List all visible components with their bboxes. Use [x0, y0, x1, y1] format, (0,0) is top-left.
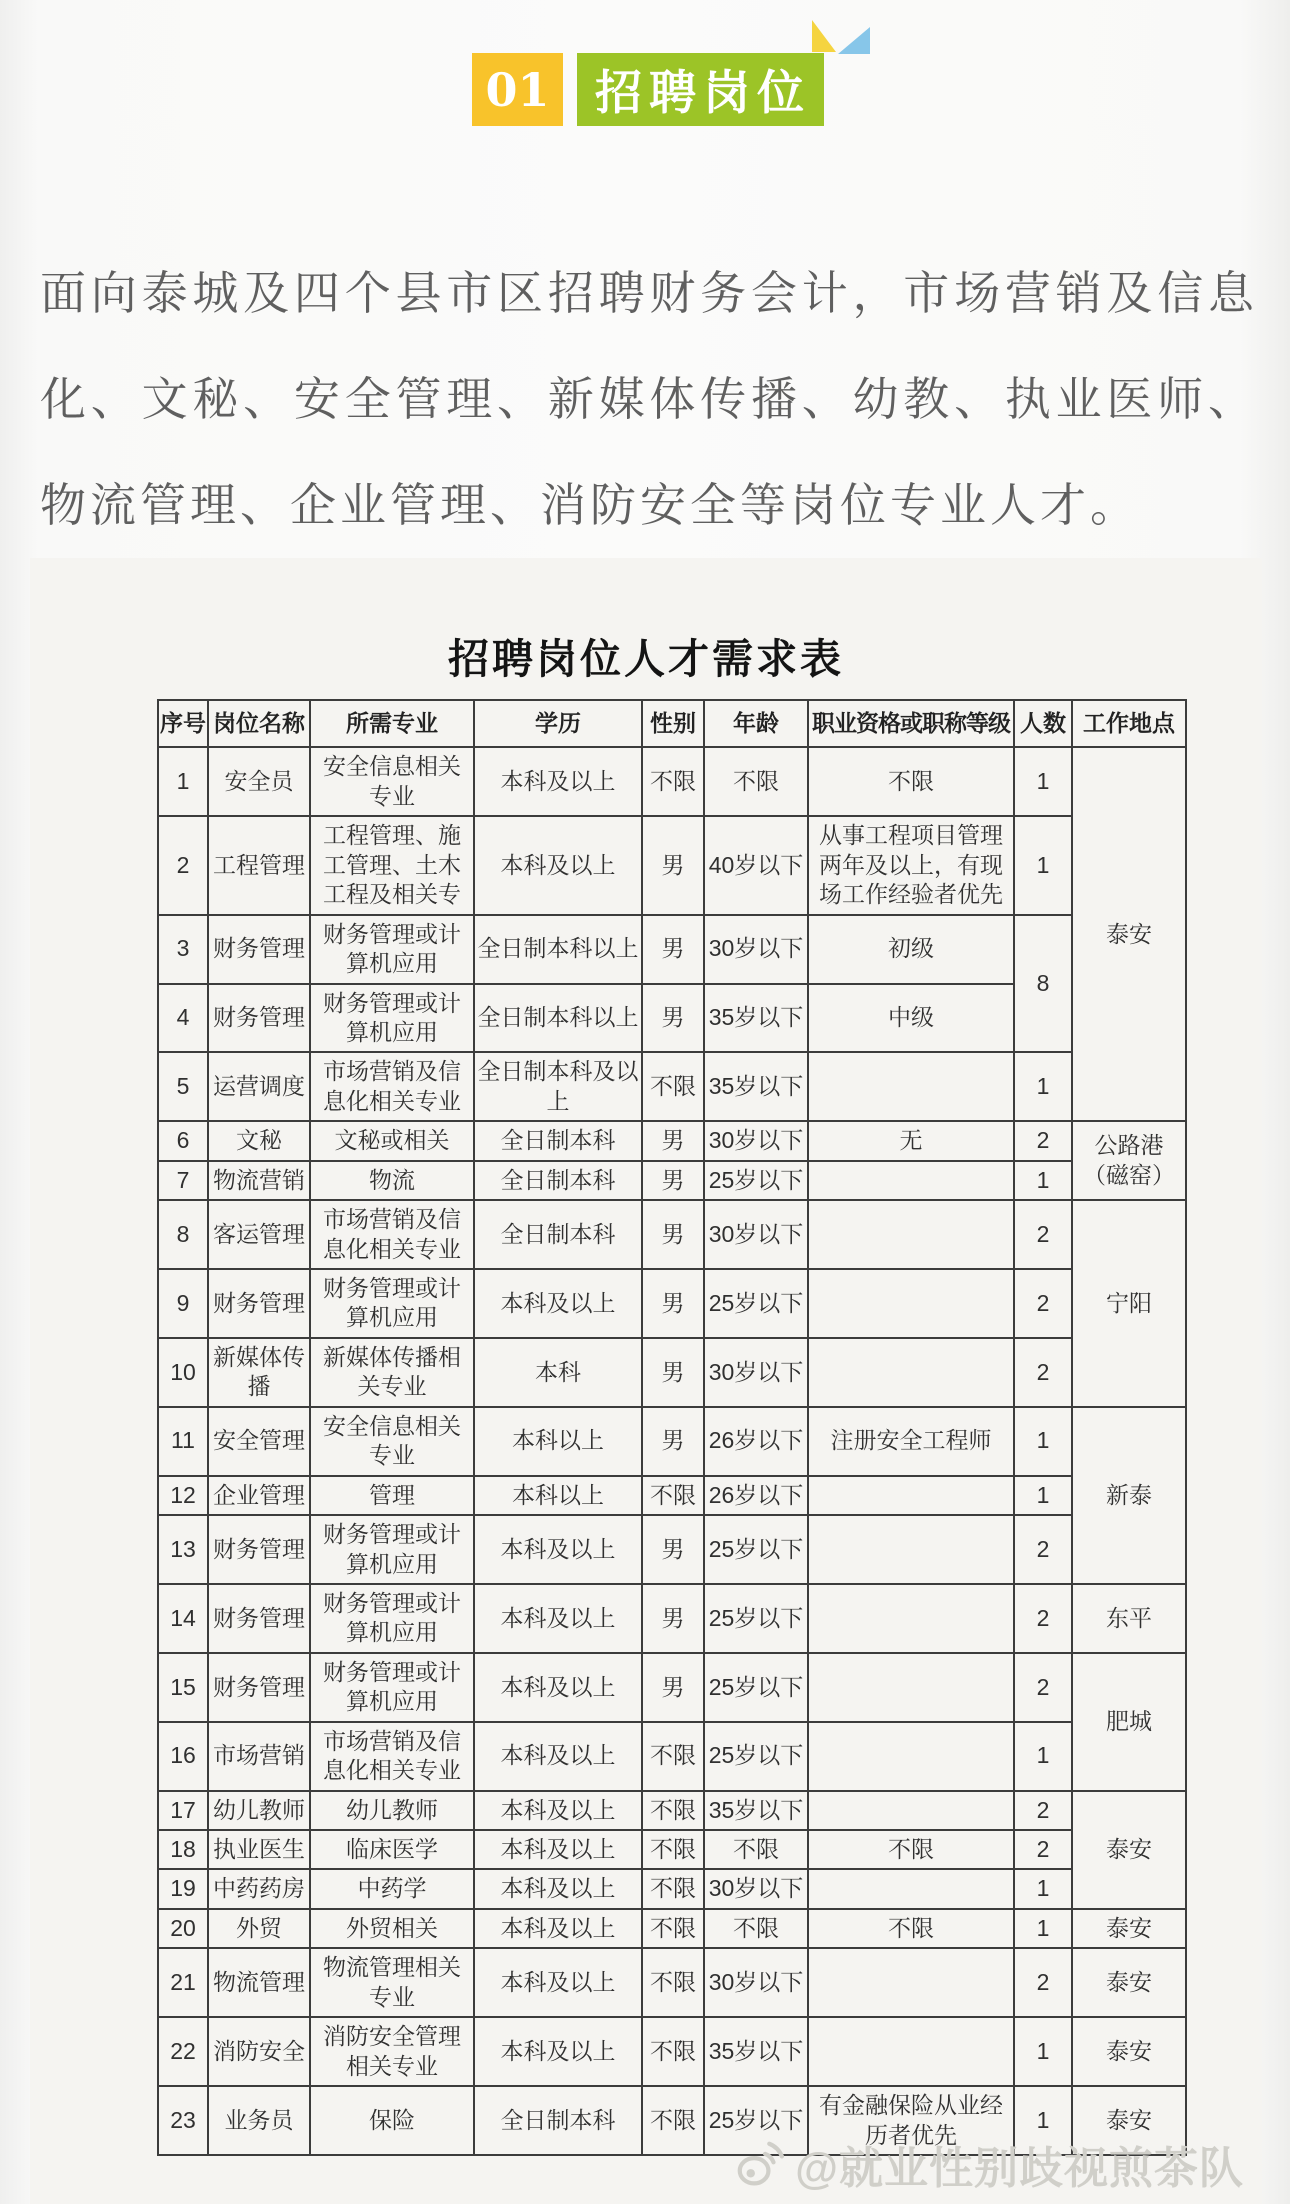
header-cell: 所需专业 — [310, 700, 474, 747]
cell-major: 管理 — [310, 1476, 474, 1515]
cell-position: 安全管理 — [208, 1407, 310, 1476]
cell-education: 本科及以上 — [474, 747, 642, 816]
cell-no: 17 — [158, 1791, 208, 1830]
watermark — [733, 2132, 1244, 2196]
cell-count: 8 — [1014, 915, 1072, 1053]
cell-position: 财务管理 — [208, 984, 310, 1053]
cell-major: 幼儿教师 — [310, 1791, 474, 1830]
cell-gender: 不限 — [642, 1909, 704, 1948]
cell-age: 30岁以下 — [704, 1338, 808, 1407]
recruitment-table — [157, 699, 1187, 2156]
intro-paragraph: 面向泰城及四个县市区招聘财务会计，市场营销及信息化、文秘、安全管理、新媒体传播、幼教、执业医师、物流管理、企业管理、消防安全等岗位专业人才。 — [40, 267, 1258, 531]
cell-count: 1 — [1014, 1052, 1072, 1121]
table-header — [158, 700, 1186, 747]
cell-education: 全日制本科 — [474, 1200, 642, 1269]
cell-age: 30岁以下 — [704, 1948, 808, 2017]
header-cell: 学历 — [474, 700, 642, 747]
table-row — [158, 1476, 1186, 1515]
cell-education: 本科及以上 — [474, 1515, 642, 1584]
cell-major: 财务管理或计算机应用 — [310, 984, 474, 1053]
scanned-document — [30, 558, 1262, 2204]
cell-gender: 不限 — [642, 2086, 704, 2155]
cell-no: 3 — [158, 915, 208, 984]
cell-education: 本科及以上 — [474, 1909, 642, 1948]
header-row — [158, 700, 1186, 747]
cell-education: 本科及以上 — [474, 1830, 642, 1869]
cell-gender: 男 — [642, 1653, 704, 1722]
cell-qualification: 不限 — [808, 1830, 1014, 1869]
cell-count: 1 — [1014, 1869, 1072, 1908]
cell-position: 运营调度 — [208, 1052, 310, 1121]
cell-age: 40岁以下 — [704, 816, 808, 914]
cell-age: 35岁以下 — [704, 984, 808, 1053]
cell-position: 幼儿教师 — [208, 1791, 310, 1830]
cell-count: 2 — [1014, 1121, 1072, 1160]
cell-education: 本科及以上 — [474, 1869, 642, 1908]
table-row — [158, 1161, 1186, 1200]
table-row — [158, 747, 1186, 816]
cell-no: 23 — [158, 2086, 208, 2155]
cell-education: 本科 — [474, 1338, 642, 1407]
cell-location: 肥城 — [1072, 1653, 1186, 1791]
cell-gender: 不限 — [642, 1830, 704, 1869]
cell-major: 安全信息相关专业 — [310, 747, 474, 816]
cell-gender: 男 — [642, 816, 704, 914]
header-cell: 岗位名称 — [208, 700, 310, 747]
cell-major: 市场营销及信息化相关专业 — [310, 1052, 474, 1121]
cell-major: 物流 — [310, 1161, 474, 1200]
cell-age: 不限 — [704, 1830, 808, 1869]
cell-age: 30岁以下 — [704, 915, 808, 984]
cell-major: 外贸相关 — [310, 1909, 474, 1948]
cell-position: 业务员 — [208, 2086, 310, 2155]
cell-qualification — [808, 2017, 1014, 2086]
table-row — [158, 1407, 1186, 1476]
cell-education: 本科及以上 — [474, 1722, 642, 1791]
cell-education: 本科及以上 — [474, 1584, 642, 1653]
cell-no: 6 — [158, 1121, 208, 1160]
cell-major: 文秘或相关 — [310, 1121, 474, 1160]
cell-count: 1 — [1014, 2017, 1072, 2086]
cell-education: 全日制本科 — [474, 1121, 642, 1160]
cell-age: 25岁以下 — [704, 1161, 808, 1200]
cell-education: 本科及以上 — [474, 2017, 642, 2086]
cell-position: 消防安全 — [208, 2017, 310, 2086]
cell-gender: 男 — [642, 1407, 704, 1476]
table-row — [158, 1948, 1186, 2017]
cell-no: 10 — [158, 1338, 208, 1407]
cell-age: 25岁以下 — [704, 1653, 808, 1722]
cell-no: 13 — [158, 1515, 208, 1584]
cell-major: 财务管理或计算机应用 — [310, 1515, 474, 1584]
cell-qualification — [808, 1584, 1014, 1653]
cell-count: 1 — [1014, 1161, 1072, 1200]
cell-major: 市场营销及信息化相关专业 — [310, 1200, 474, 1269]
cell-major: 保险 — [310, 2086, 474, 2155]
cell-no: 8 — [158, 1200, 208, 1269]
cell-age: 26岁以下 — [704, 1407, 808, 1476]
cell-position: 执业医生 — [208, 1830, 310, 1869]
cell-qualification: 无 — [808, 1121, 1014, 1160]
weibo-icon — [733, 2137, 787, 2191]
cell-count: 1 — [1014, 816, 1072, 914]
header-cell: 工作地点 — [1072, 700, 1186, 747]
cell-education: 全日制本科 — [474, 1161, 642, 1200]
table-row — [158, 1121, 1186, 1160]
cell-gender: 男 — [642, 1584, 704, 1653]
cell-no: 11 — [158, 1407, 208, 1476]
cell-qualification: 有金融保险从业经历者优先 — [808, 2086, 1014, 2155]
cell-position: 财务管理 — [208, 915, 310, 984]
table-title: 招聘岗位人才需求表 — [448, 636, 844, 682]
table-row — [158, 1869, 1186, 1908]
cell-major: 临床医学 — [310, 1830, 474, 1869]
table-row — [158, 1653, 1186, 1722]
cell-age: 25岁以下 — [704, 1584, 808, 1653]
cell-major: 新媒体传播相关专业 — [310, 1338, 474, 1407]
cell-major: 消防安全管理相关专业 — [310, 2017, 474, 2086]
cell-no: 21 — [158, 1948, 208, 2017]
cell-age: 不限 — [704, 747, 808, 816]
cell-qualification — [808, 1476, 1014, 1515]
cell-no: 1 — [158, 747, 208, 816]
section-number-badge: 01 — [472, 53, 563, 126]
cell-education: 本科及以上 — [474, 816, 642, 914]
cell-gender: 不限 — [642, 1948, 704, 2017]
cell-major: 财务管理或计算机应用 — [310, 1584, 474, 1653]
cell-qualification — [808, 1052, 1014, 1121]
table-row — [158, 1791, 1186, 1830]
cell-qualification: 注册安全工程师 — [808, 1407, 1014, 1476]
cell-major: 市场营销及信息化相关专业 — [310, 1722, 474, 1791]
cell-location: 泰安 — [1072, 1791, 1186, 1909]
table-row — [158, 1584, 1186, 1653]
cell-education: 全日制本科以上 — [474, 984, 642, 1053]
cell-age: 35岁以下 — [704, 1052, 808, 1121]
cell-education: 全日制本科 — [474, 2086, 642, 2155]
table-row — [158, 2017, 1186, 2086]
cell-location: 宁阳 — [1072, 1200, 1186, 1407]
cell-age: 35岁以下 — [704, 1791, 808, 1830]
cell-count: 2 — [1014, 1653, 1072, 1722]
section-header — [472, 53, 824, 126]
cell-gender: 男 — [642, 1200, 704, 1269]
cell-position: 新媒体传播 — [208, 1338, 310, 1407]
cell-no: 19 — [158, 1869, 208, 1908]
table-row — [158, 1269, 1186, 1338]
table-row — [158, 915, 1186, 984]
cell-position: 财务管理 — [208, 1515, 310, 1584]
cell-major: 安全信息相关专业 — [310, 1407, 474, 1476]
cell-count: 2 — [1014, 1269, 1072, 1338]
table-row — [158, 1515, 1186, 1584]
cell-age: 不限 — [704, 1909, 808, 1948]
cell-age: 25岁以下 — [704, 2086, 808, 2155]
cell-count: 2 — [1014, 1948, 1072, 2017]
table-body — [158, 747, 1186, 2155]
cell-count: 2 — [1014, 1338, 1072, 1407]
cell-count: 1 — [1014, 1407, 1072, 1476]
cell-position: 财务管理 — [208, 1269, 310, 1338]
cell-age: 25岁以下 — [704, 1515, 808, 1584]
cell-education: 本科以上 — [474, 1407, 642, 1476]
header-cell: 职业资格或职称等级 — [808, 700, 1014, 747]
cell-age: 25岁以下 — [704, 1722, 808, 1791]
cell-count: 2 — [1014, 1830, 1072, 1869]
cell-no: 2 — [158, 816, 208, 914]
cell-qualification — [808, 1515, 1014, 1584]
watermark-handle: @就业性别歧视煎茶队 — [795, 2144, 1244, 2193]
cell-no: 15 — [158, 1653, 208, 1722]
cell-position: 安全员 — [208, 747, 310, 816]
cell-qualification — [808, 1722, 1014, 1791]
cell-age: 30岁以下 — [704, 1200, 808, 1269]
cell-no: 5 — [158, 1052, 208, 1121]
cell-no: 20 — [158, 1909, 208, 1948]
table-row — [158, 1909, 1186, 1948]
cell-age: 26岁以下 — [704, 1476, 808, 1515]
cell-qualification: 初级 — [808, 915, 1014, 984]
cell-qualification: 不限 — [808, 1909, 1014, 1948]
cell-age: 30岁以下 — [704, 1869, 808, 1908]
cell-no: 4 — [158, 984, 208, 1053]
table-row — [158, 1830, 1186, 1869]
cell-education: 本科及以上 — [474, 1948, 642, 2017]
cell-count: 1 — [1014, 2086, 1072, 2155]
cell-position: 客运管理 — [208, 1200, 310, 1269]
cell-qualification: 不限 — [808, 747, 1014, 816]
cell-qualification — [808, 1869, 1014, 1908]
header-cell: 人数 — [1014, 700, 1072, 747]
cell-age: 35岁以下 — [704, 2017, 808, 2086]
cell-gender: 男 — [642, 915, 704, 984]
cell-qualification — [808, 1653, 1014, 1722]
cell-count: 2 — [1014, 1791, 1072, 1830]
table-row — [158, 816, 1186, 914]
cell-location: 东平 — [1072, 1584, 1186, 1653]
cell-no: 18 — [158, 1830, 208, 1869]
cell-location: 泰安 — [1072, 1909, 1186, 1948]
cell-gender: 男 — [642, 1121, 704, 1160]
cell-count: 1 — [1014, 1476, 1072, 1515]
section-title-badge: 招聘岗位 — [577, 53, 824, 126]
table-row — [158, 1200, 1186, 1269]
cell-education: 本科以上 — [474, 1476, 642, 1515]
cell-position: 文秘 — [208, 1121, 310, 1160]
cell-no: 22 — [158, 2017, 208, 2086]
cell-gender: 不限 — [642, 2017, 704, 2086]
cell-major: 物流管理相关专业 — [310, 1948, 474, 2017]
cell-gender: 不限 — [642, 1869, 704, 1908]
decor-triangle-yellow — [812, 20, 836, 52]
cell-position: 市场营销 — [208, 1722, 310, 1791]
cell-education: 本科及以上 — [474, 1653, 642, 1722]
cell-major: 工程管理、施工管理、土木工程及相关专 — [310, 816, 474, 914]
cell-gender: 男 — [642, 984, 704, 1053]
cell-gender: 不限 — [642, 1791, 704, 1830]
cell-location: 泰安 — [1072, 747, 1186, 1121]
table-row — [158, 1338, 1186, 1407]
cell-location: 泰安 — [1072, 2017, 1186, 2086]
table-row — [158, 1052, 1186, 1121]
cell-gender: 男 — [642, 1269, 704, 1338]
cell-major: 财务管理或计算机应用 — [310, 1653, 474, 1722]
cell-position: 财务管理 — [208, 1584, 310, 1653]
table-row — [158, 1722, 1186, 1791]
cell-location: 公路港（磁窑） — [1072, 1121, 1186, 1200]
header-cell: 年龄 — [704, 700, 808, 747]
cell-qualification — [808, 1791, 1014, 1830]
cell-no: 16 — [158, 1722, 208, 1791]
cell-education: 本科及以上 — [474, 1791, 642, 1830]
cell-age: 30岁以下 — [704, 1121, 808, 1160]
cell-location: 泰安 — [1072, 1948, 1186, 2017]
cell-education: 全日制本科及以上 — [474, 1052, 642, 1121]
cell-count: 1 — [1014, 1909, 1072, 1948]
cell-count: 2 — [1014, 1584, 1072, 1653]
cell-position: 外贸 — [208, 1909, 310, 1948]
cell-count: 1 — [1014, 1722, 1072, 1791]
cell-qualification — [808, 1269, 1014, 1338]
cell-position: 物流营销 — [208, 1161, 310, 1200]
cell-gender: 男 — [642, 1161, 704, 1200]
cell-gender: 不限 — [642, 747, 704, 816]
cell-qualification — [808, 1338, 1014, 1407]
cell-position: 物流管理 — [208, 1948, 310, 2017]
cell-no: 14 — [158, 1584, 208, 1653]
cell-qualification: 从事工程项目管理两年及以上，有现场工作经验者优先 — [808, 816, 1014, 914]
cell-gender: 男 — [642, 1515, 704, 1584]
cell-no: 7 — [158, 1161, 208, 1200]
cell-education: 本科及以上 — [474, 1269, 642, 1338]
cell-position: 财务管理 — [208, 1653, 310, 1722]
cell-education: 全日制本科以上 — [474, 915, 642, 984]
cell-major: 财务管理或计算机应用 — [310, 1269, 474, 1338]
cell-location: 泰安 — [1072, 2086, 1186, 2155]
cell-major: 财务管理或计算机应用 — [310, 915, 474, 984]
cell-qualification — [808, 1200, 1014, 1269]
decor-triangle-blue — [838, 27, 870, 54]
cell-count: 2 — [1014, 1515, 1072, 1584]
cell-position: 工程管理 — [208, 816, 310, 914]
cell-qualification: 中级 — [808, 984, 1014, 1053]
cell-count: 1 — [1014, 747, 1072, 816]
cell-position: 企业管理 — [208, 1476, 310, 1515]
cell-location: 新泰 — [1072, 1407, 1186, 1584]
cell-gender: 不限 — [642, 1476, 704, 1515]
cell-gender: 男 — [642, 1338, 704, 1407]
cell-age: 25岁以下 — [704, 1269, 808, 1338]
cell-gender: 不限 — [642, 1052, 704, 1121]
cell-no: 9 — [158, 1269, 208, 1338]
cell-count: 2 — [1014, 1200, 1072, 1269]
cell-major: 中药学 — [310, 1869, 474, 1908]
cell-gender: 不限 — [642, 1722, 704, 1791]
header-cell: 性别 — [642, 700, 704, 747]
cell-no: 12 — [158, 1476, 208, 1515]
cell-qualification — [808, 1161, 1014, 1200]
cell-position: 中药药房 — [208, 1869, 310, 1908]
cell-qualification — [808, 1948, 1014, 2017]
header-cell: 序号 — [158, 700, 208, 747]
